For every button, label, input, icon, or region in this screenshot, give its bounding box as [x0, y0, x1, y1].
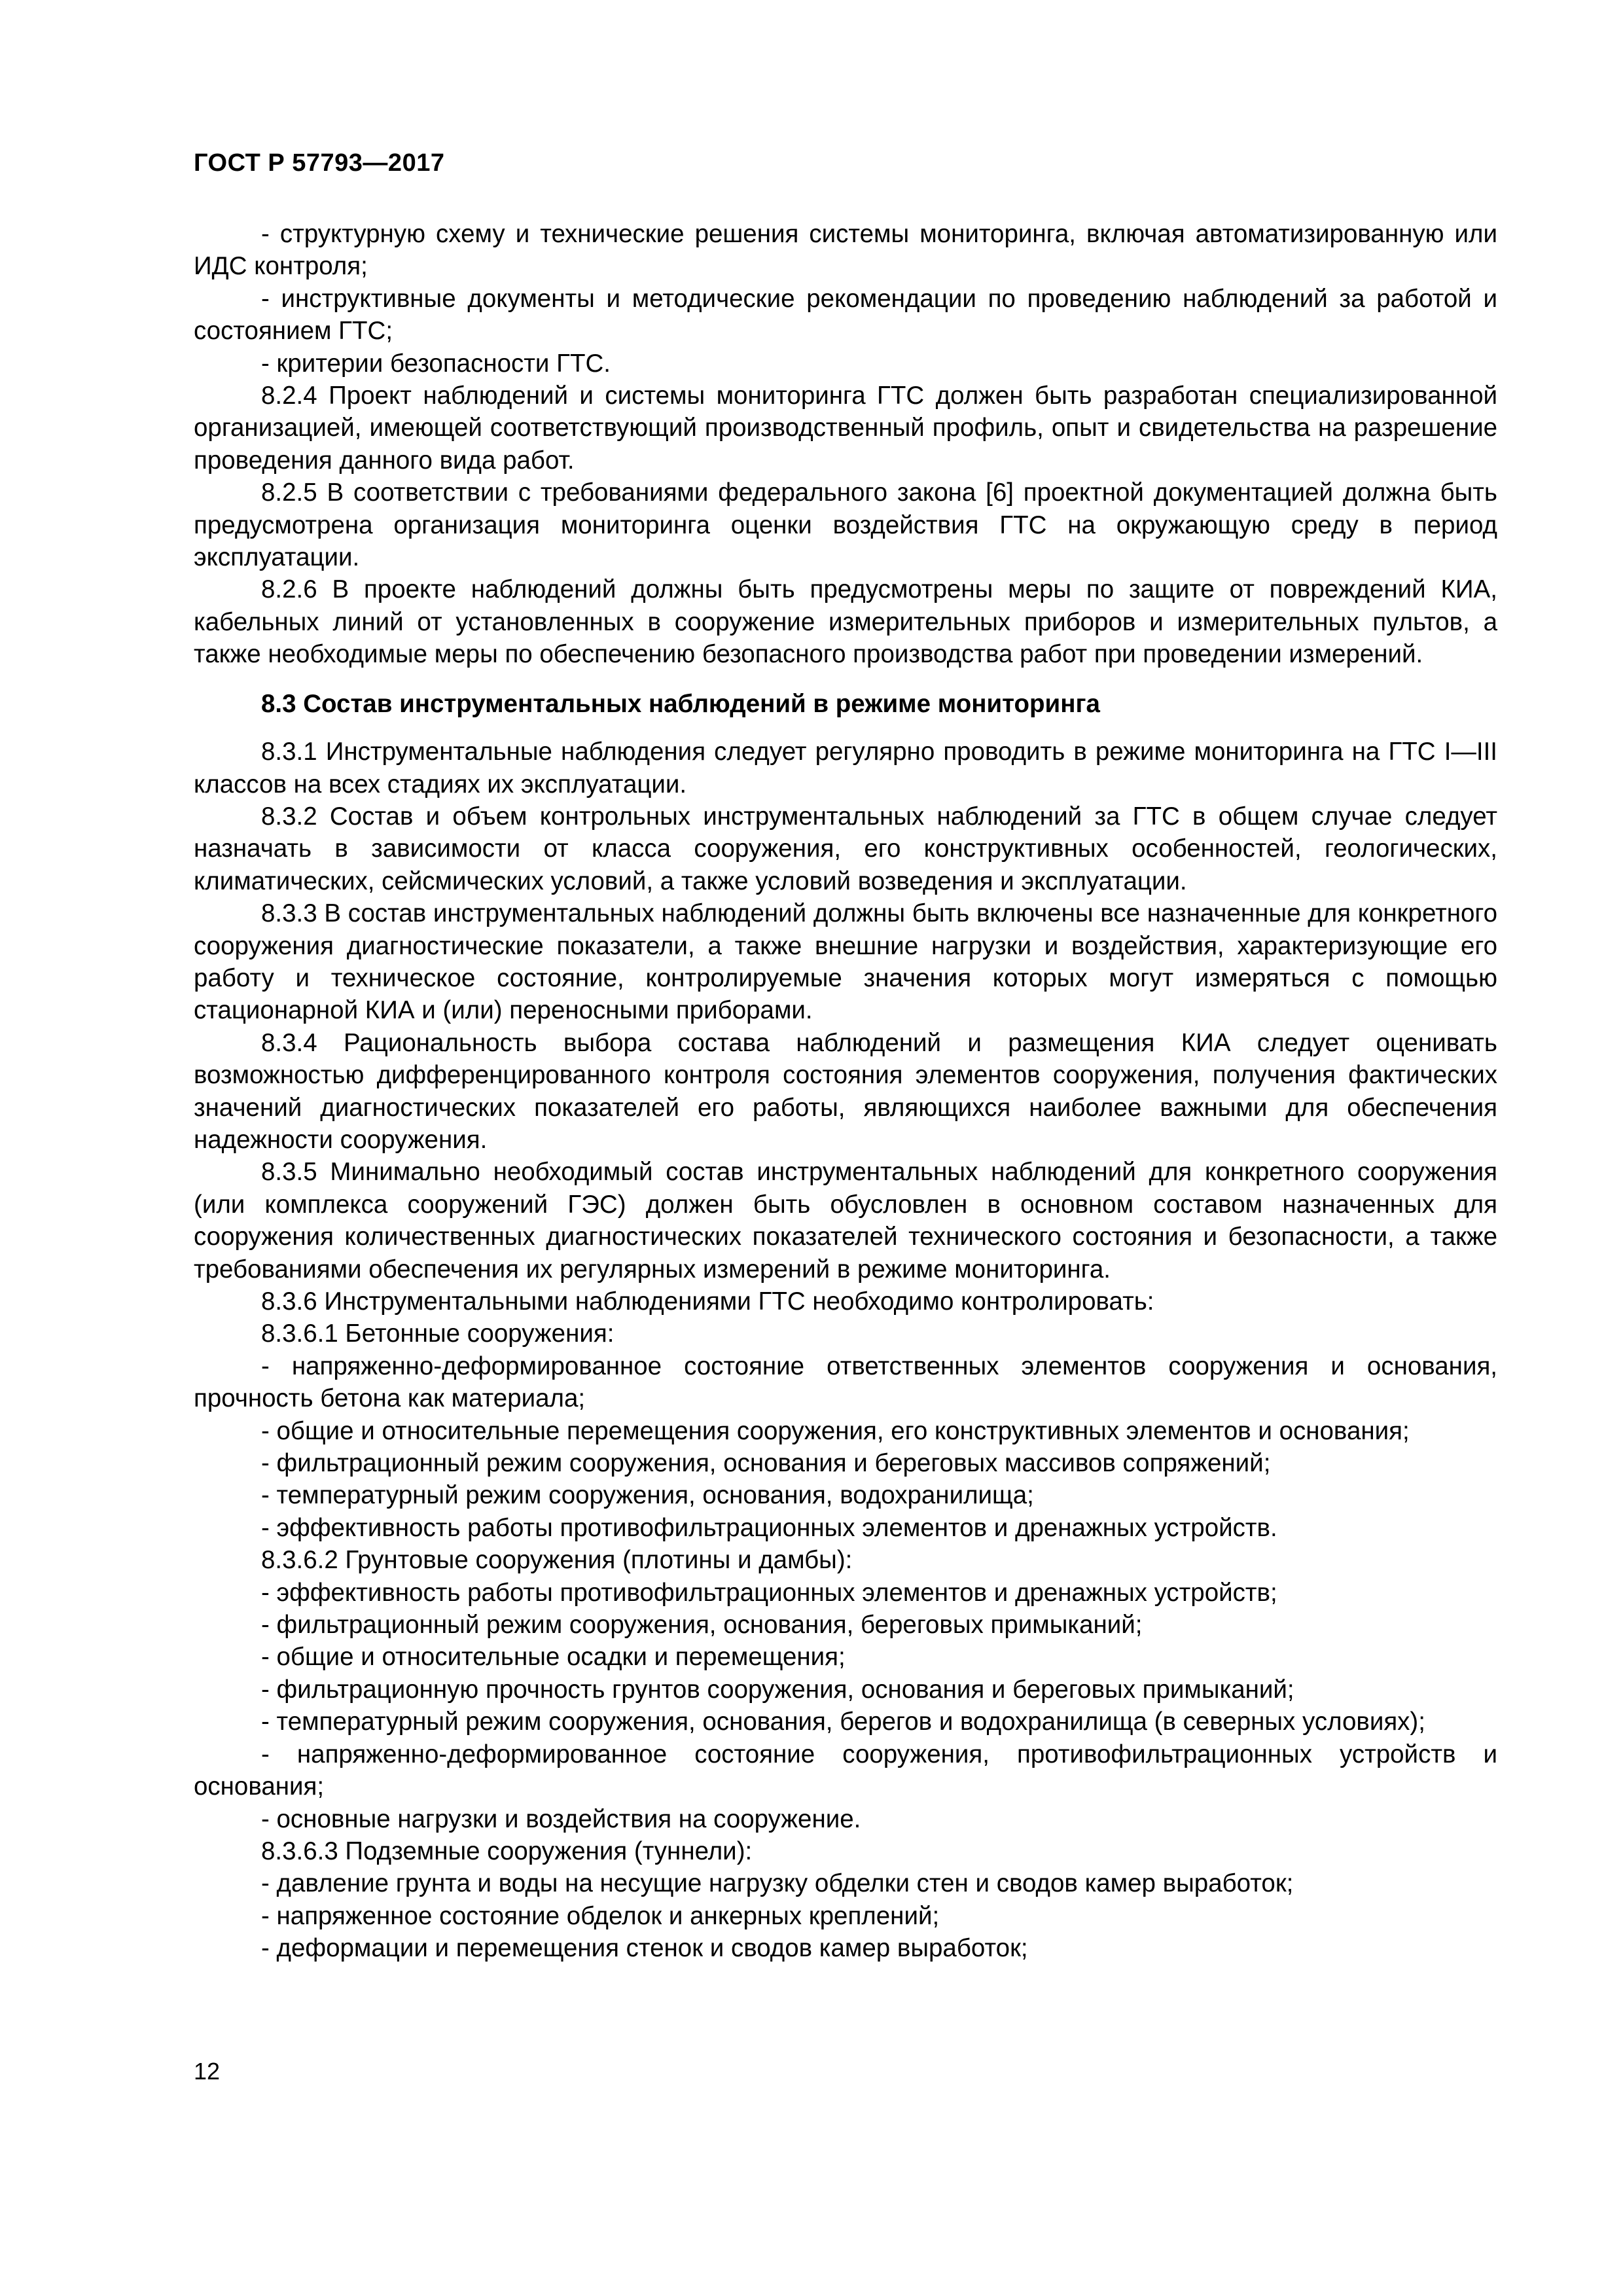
section-heading-8-3: 8.3 Состав инструментальных наблюдений в режиме мониторинга: [261, 689, 1100, 718]
list-item: - основные нагрузки и воздействия на сооружение.: [261, 1804, 861, 1833]
list-item: - структурную схему и технические решения системы мониторинга, включая автоматизированную или ИДС контроля;: [194, 220, 1497, 281]
paragraph-8-2-6: 8.2.6 В проекте наблюдений должны быть предусмотрены меры по защите от повреждений КИА, кабельных линий от установленных в сооружение измерительных приборов и измерительных пультов, а также необходимые меры по обеспечению безопасного производства работ при проведении измерений.: [194, 575, 1497, 669]
paragraph-8-3-3: 8.3.3 В состав инструментальных наблюдений должны быть включены все назначенные для конкретного сооружения диагностические показатели, а также внешние нагрузки и воздействия, характеризующие его работу и техническое состояние, контролируемые значения которых могут измеряться с помощью стационарной КИА и (или) переносными приборами.: [194, 899, 1497, 1025]
subsection-8-3-6-1: 8.3.6.1 Бетонные сооружения:: [261, 1319, 615, 1348]
list-item: - общие и относительные перемещения сооружения, его конструктивных элементов и основания;: [261, 1416, 1410, 1445]
list-item: - эффективность работы противофильтрационных элементов и дренажных устройств;: [261, 1578, 1277, 1607]
paragraph-8-3-6: 8.3.6 Инструментальными наблюдениями ГТС необходимо контролировать:: [261, 1287, 1154, 1316]
list-item: - инструктивные документы и методические рекомендации по проведению наблюдений за работой и состоянием ГТС;: [194, 284, 1497, 346]
paragraph-8-3-5: 8.3.5 Минимально необходимый состав инструментальных наблюдений для конкретного сооружения (или комплекса сооружений ГЭС) должен быть обусловлен в основном составом назначенных для сооружения количественных диагностических показателей технического состояния и безопасности, а также требованиями обеспечения их регулярных измерений в режиме мониторинга.: [194, 1158, 1497, 1283]
paragraph-8-2-4: 8.2.4 Проект наблюдений и системы мониторинга ГТС должен быть разработан специализированной организацией, имеющей соответствующий производственный профиль, опыт и свидетельства на разрешение проведения данного вида работ.: [194, 382, 1497, 475]
list-item: - напряженно-деформированное состояние ответственных элементов сооружения и основания, прочность бетона как материала;: [194, 1352, 1497, 1413]
list-item: - фильтрационный режим сооружения, основания и береговых массивов сопряжений;: [261, 1449, 1271, 1478]
standard-header: ГОСТ Р 57793—2017: [194, 149, 445, 177]
list-item: - фильтрационный режим сооружения, основания, береговых примыканий;: [261, 1611, 1143, 1640]
list-item: - критерии безопасности ГТС.: [261, 349, 611, 378]
list-item: - напряженно-деформированное состояние сооружения, противофильтрационных устройств и основания;: [194, 1740, 1497, 1801]
subsection-8-3-6-2: 8.3.6.2 Грунтовые сооружения (плотины и дамбы):: [261, 1546, 853, 1575]
list-item: - эффективность работы противофильтрационных элементов и дренажных устройств.: [261, 1513, 1277, 1542]
list-item: - фильтрационную прочность грунтов сооружения, основания и береговых примыканий;: [261, 1675, 1294, 1704]
list-item: - напряженное состояние обделок и анкерных креплений;: [261, 1901, 940, 1930]
list-item: - температурный режим сооружения, основания, берегов и водохранилища (в северных условиях);: [261, 1708, 1425, 1736]
list-item: - температурный режим сооружения, основания, водохранилища;: [261, 1481, 1034, 1510]
paragraph-8-3-1: 8.3.1 Инструментальные наблюдения следует регулярно проводить в режиме мониторинга на ГТС I—III классов на всех стадиях их эксплуатации.: [194, 738, 1497, 798]
page-number: 12: [194, 2058, 221, 2085]
document-body: [194, 218, 1497, 1965]
subsection-8-3-6-3: 8.3.6.3 Подземные сооружения (туннели):: [261, 1837, 753, 1865]
list-item: - давление грунта и воды на несущие нагрузку обделки стен и сводов камер выработок;: [261, 1869, 1294, 1898]
paragraph-8-2-5: 8.2.5 В соответствии с требованиями федерального закона [6] проектной документацией должна быть предусмотрена организация мониторинга оценки воздействия ГТС на окружающую среду в период эксплуатации.: [194, 478, 1497, 572]
paragraph-8-3-2: 8.3.2 Состав и объем контрольных инструментальных наблюдений за ГТС в общем случае следует назначать в зависимости от класса сооружения, его конструктивных особенностей, геологических, климатических, сейсмических условий, а также условий возведения и эксплуатации.: [194, 802, 1497, 895]
paragraph-8-3-4: 8.3.4 Рациональность выбора состава наблюдений и размещения КИА следует оценивать возможностью дифференцированного контроля состояния элементов сооружения, получения фактических значений диагностических показателей его работы, являющихся наиболее важными для обеспечения надежности сооружения.: [194, 1028, 1497, 1154]
list-item: - деформации и перемещения стенок и сводов камер выработок;: [261, 1934, 1028, 1963]
list-item: - общие и относительные осадки и перемещения;: [261, 1643, 846, 1672]
